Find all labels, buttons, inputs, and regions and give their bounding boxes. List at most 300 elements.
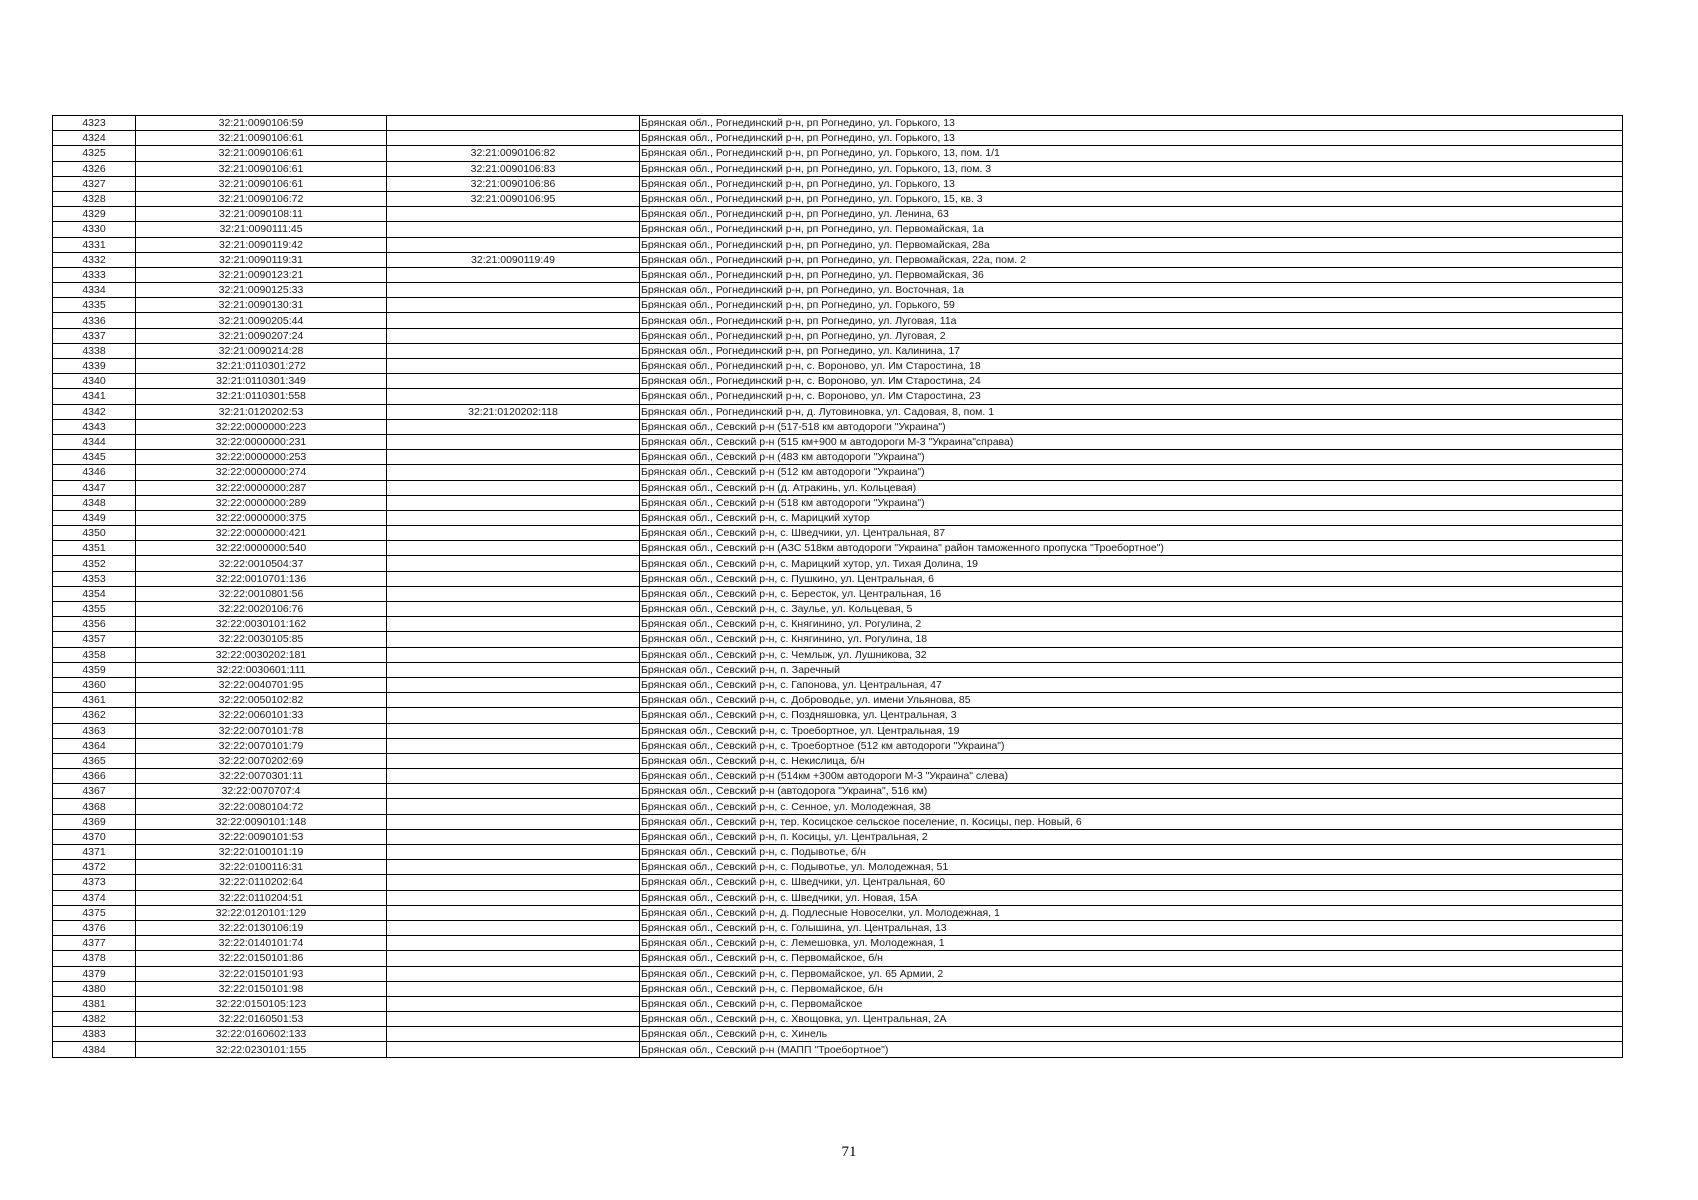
row-number-cell: 4333: [53, 267, 136, 282]
table-row: [53, 116, 1623, 131]
cadastral-number-cell: 32:21:0120202:53: [136, 404, 387, 419]
cadastral-number-cell: 32:22:0030105:85: [136, 632, 387, 647]
cadastral-number-cell: 32:22:0010701:136: [136, 571, 387, 586]
table-row: [53, 298, 1623, 313]
row-number-cell: 4347: [53, 480, 136, 495]
cadastral-number-cell: 32:21:0090214:28: [136, 343, 387, 358]
table-row: [53, 662, 1623, 677]
table-row: [53, 526, 1623, 541]
related-cadastral-number-cell: [387, 632, 640, 647]
cadastral-number-cell: 32:22:0070301:11: [136, 769, 387, 784]
address-cell: Брянская обл., Рогнединский р-н, рп Рогнедино, ул. Луговая, 11а: [640, 313, 1623, 328]
cadastral-number-cell: 32:21:0110301:272: [136, 359, 387, 374]
address-cell: Брянская обл., Севский р-н (514км +300м автодороги М-3 "Украина" слева): [640, 769, 1623, 784]
row-number-cell: 4364: [53, 738, 136, 753]
row-number-cell: 4332: [53, 252, 136, 267]
address-cell: Брянская обл., Рогнединский р-н, д. Лутовиновка, ул. Садовая, 8, пом. 1: [640, 404, 1623, 419]
cadastral-number-cell: 32:22:0090101:148: [136, 814, 387, 829]
table-row: [53, 237, 1623, 252]
related-cadastral-number-cell: [387, 693, 640, 708]
row-number-cell: 4380: [53, 981, 136, 996]
table-row: [53, 541, 1623, 556]
table-row: [53, 571, 1623, 586]
cadastral-number-cell: 32:22:0000000:289: [136, 495, 387, 510]
cadastral-number-cell: 32:22:0160501:53: [136, 1012, 387, 1027]
table-row: [53, 845, 1623, 860]
cadastral-number-cell: 32:22:0010504:37: [136, 556, 387, 571]
table-row: [53, 207, 1623, 222]
address-cell: Брянская обл., Севский р-н, с. Марицкий хутор: [640, 510, 1623, 525]
row-number-cell: 4375: [53, 905, 136, 920]
row-number-cell: 4363: [53, 723, 136, 738]
table-row: [53, 951, 1623, 966]
cadastral-number-cell: 32:22:0110204:51: [136, 890, 387, 905]
related-cadastral-number-cell: [387, 723, 640, 738]
related-cadastral-number-cell: [387, 617, 640, 632]
cadastral-number-cell: 32:22:0070707:4: [136, 784, 387, 799]
table-row: [53, 677, 1623, 692]
row-number-cell: 4356: [53, 617, 136, 632]
address-cell: Брянская обл., Севский р-н, с. Первомайское, б/н: [640, 951, 1623, 966]
table-row: [53, 905, 1623, 920]
table-row: [53, 890, 1623, 905]
address-cell: Брянская обл., Севский р-н, с. Княгинино, ул. Рогулина, 2: [640, 617, 1623, 632]
related-cadastral-number-cell: [387, 799, 640, 814]
related-cadastral-number-cell: [387, 510, 640, 525]
related-cadastral-number-cell: [387, 556, 640, 571]
cadastral-number-cell: 32:21:0090125:33: [136, 283, 387, 298]
cadastral-number-cell: 32:21:0090111:45: [136, 222, 387, 237]
row-number-cell: 4374: [53, 890, 136, 905]
row-number-cell: 4358: [53, 647, 136, 662]
row-number-cell: 4352: [53, 556, 136, 571]
row-number-cell: 4348: [53, 495, 136, 510]
related-cadastral-number-cell: [387, 845, 640, 860]
row-number-cell: 4324: [53, 131, 136, 146]
table-row: [53, 920, 1623, 935]
address-cell: Брянская обл., Севский р-н, с. Чемлыж, ул. Лушникова, 32: [640, 647, 1623, 662]
address-cell: Брянская обл., Рогнединский р-н, рп Рогнедино, ул. Горького, 13, пом. 1/1: [640, 146, 1623, 161]
table-row: [53, 495, 1623, 510]
row-number-cell: 4343: [53, 419, 136, 434]
address-cell: Брянская обл., Севский р-н, с. Первомайское, б/н: [640, 981, 1623, 996]
related-cadastral-number-cell: [387, 708, 640, 723]
registry-table-body: [53, 116, 1623, 1058]
cadastral-number-cell: 32:22:0060101:33: [136, 708, 387, 723]
row-number-cell: 4339: [53, 359, 136, 374]
table-row: [53, 981, 1623, 996]
row-number-cell: 4335: [53, 298, 136, 313]
address-cell: Брянская обл., Рогнединский р-н, с. Вороново, ул. Им Старостина, 23: [640, 389, 1623, 404]
table-row: [53, 829, 1623, 844]
address-cell: Брянская обл., Рогнединский р-н, рп Рогнедино, ул. Горького, 13, пом. 3: [640, 161, 1623, 176]
row-number-cell: 4371: [53, 845, 136, 860]
row-number-cell: 4328: [53, 191, 136, 206]
related-cadastral-number-cell: [387, 237, 640, 252]
address-cell: Брянская обл., Севский р-н (д. Атракинь, ул. Кольцевая): [640, 480, 1623, 495]
row-number-cell: 4379: [53, 966, 136, 981]
cadastral-number-cell: 32:21:0090106:61: [136, 176, 387, 191]
address-cell: Брянская обл., Рогнединский р-н, рп Рогнедино, ул. Горького, 15, кв. 3: [640, 191, 1623, 206]
table-row: [53, 966, 1623, 981]
table-row: [53, 784, 1623, 799]
row-number-cell: 4361: [53, 693, 136, 708]
address-cell: Брянская обл., Рогнединский р-н, рп Рогнедино, ул. Луговая, 2: [640, 328, 1623, 343]
row-number-cell: 4345: [53, 450, 136, 465]
cadastral-number-cell: 32:21:0090119:31: [136, 252, 387, 267]
related-cadastral-number-cell: [387, 662, 640, 677]
address-cell: Брянская обл., Севский р-н (483 км автодороги "Украина"): [640, 450, 1623, 465]
row-number-cell: 4327: [53, 176, 136, 191]
related-cadastral-number-cell: [387, 1042, 640, 1057]
table-row: [53, 708, 1623, 723]
related-cadastral-number-cell: [387, 343, 640, 358]
address-cell: Брянская обл., Севский р-н (512 км автодороги "Украина"): [640, 465, 1623, 480]
related-cadastral-number-cell: [387, 602, 640, 617]
table-row: [53, 389, 1623, 404]
address-cell: Брянская обл., Севский р-н (МАПП "Троебортное"): [640, 1042, 1623, 1057]
row-number-cell: 4382: [53, 1012, 136, 1027]
address-cell: Брянская обл., Севский р-н, с. Лемешовка, ул. Молодежная, 1: [640, 936, 1623, 951]
row-number-cell: 4350: [53, 526, 136, 541]
row-number-cell: 4383: [53, 1027, 136, 1042]
cadastral-number-cell: 32:21:0090106:61: [136, 146, 387, 161]
related-cadastral-number-cell: [387, 1027, 640, 1042]
address-cell: Брянская обл., Севский р-н, с. Хинель: [640, 1027, 1623, 1042]
row-number-cell: 4362: [53, 708, 136, 723]
address-cell: Брянская обл., Севский р-н, с. Шведчики, ул. Центральная, 87: [640, 526, 1623, 541]
row-number-cell: 4370: [53, 829, 136, 844]
row-number-cell: 4372: [53, 860, 136, 875]
address-cell: Брянская обл., Рогнединский р-н, рп Рогнедино, ул. Восточная, 1а: [640, 283, 1623, 298]
address-cell: Брянская обл., Севский р-н, с. Шведчики, ул. Центральная, 60: [640, 875, 1623, 890]
cadastral-number-cell: 32:21:0110301:558: [136, 389, 387, 404]
cadastral-number-cell: 32:21:0090106:61: [136, 161, 387, 176]
address-cell: Брянская обл., Рогнединский р-н, рп Рогнедино, ул. Горького, 13: [640, 131, 1623, 146]
related-cadastral-number-cell: [387, 465, 640, 480]
table-row: [53, 480, 1623, 495]
cadastral-number-cell: 32:22:0000000:540: [136, 541, 387, 556]
row-number-cell: 4338: [53, 343, 136, 358]
row-number-cell: 4329: [53, 207, 136, 222]
related-cadastral-number-cell: [387, 814, 640, 829]
address-cell: Брянская обл., Рогнединский р-н, рп Рогнедино, ул. Первомайская, 28а: [640, 237, 1623, 252]
row-number-cell: 4326: [53, 161, 136, 176]
related-cadastral-number-cell: 32:21:0090119:49: [387, 252, 640, 267]
cadastral-number-cell: 32:22:0160602:133: [136, 1027, 387, 1042]
page-number: 71: [841, 1144, 857, 1160]
cadastral-number-cell: 32:21:0090106:72: [136, 191, 387, 206]
row-number-cell: 4354: [53, 586, 136, 601]
related-cadastral-number-cell: [387, 374, 640, 389]
cadastral-number-cell: 32:21:0090205:44: [136, 313, 387, 328]
row-number-cell: 4334: [53, 283, 136, 298]
cadastral-number-cell: 32:22:0230101:155: [136, 1042, 387, 1057]
row-number-cell: 4355: [53, 602, 136, 617]
related-cadastral-number-cell: [387, 981, 640, 996]
address-cell: Брянская обл., Рогнединский р-н, рп Рогнедино, ул. Калинина, 17: [640, 343, 1623, 358]
table-row: [53, 936, 1623, 951]
table-row: [53, 252, 1623, 267]
table-row: [53, 693, 1623, 708]
address-cell: Брянская обл., Севский р-н, с. Хвощовка, ул. Центральная, 2А: [640, 1012, 1623, 1027]
address-cell: Брянская обл., Севский р-н, с. Гапонова, ул. Центральная, 47: [640, 677, 1623, 692]
address-cell: Брянская обл., Севский р-н (автодорога "Украина", 516 км): [640, 784, 1623, 799]
related-cadastral-number-cell: [387, 116, 640, 131]
row-number-cell: 4360: [53, 677, 136, 692]
table-row: [53, 359, 1623, 374]
address-cell: Брянская обл., Севский р-н (АЗС 518км автодороги "Украина" район таможенного пропуска "Троебортное"): [640, 541, 1623, 556]
related-cadastral-number-cell: [387, 359, 640, 374]
cadastral-number-cell: 32:22:0000000:223: [136, 419, 387, 434]
related-cadastral-number-cell: [387, 936, 640, 951]
address-cell: Брянская обл., Севский р-н, с. Заулье, ул. Кольцевая, 5: [640, 602, 1623, 617]
related-cadastral-number-cell: [387, 207, 640, 222]
cadastral-number-cell: 32:22:0070101:79: [136, 738, 387, 753]
cadastral-number-cell: 32:22:0130106:19: [136, 920, 387, 935]
table-row: [53, 465, 1623, 480]
registry-table: [52, 115, 1623, 1058]
cadastral-number-cell: 32:22:0030202:181: [136, 647, 387, 662]
cadastral-number-cell: 32:22:0010801:56: [136, 586, 387, 601]
address-cell: Брянская обл., Севский р-н, с. Некислица, б/н: [640, 753, 1623, 768]
row-number-cell: 4359: [53, 662, 136, 677]
address-cell: Брянская обл., Севский р-н (518 км автодороги "Украина"): [640, 495, 1623, 510]
related-cadastral-number-cell: 32:21:0090106:95: [387, 191, 640, 206]
related-cadastral-number-cell: [387, 890, 640, 905]
table-row: [53, 586, 1623, 601]
related-cadastral-number-cell: [387, 313, 640, 328]
related-cadastral-number-cell: [387, 283, 640, 298]
address-cell: Брянская обл., Севский р-н (515 км+900 м автодороги М-3 "Украина"справа): [640, 434, 1623, 449]
address-cell: Брянская обл., Севский р-н, с. Марицкий хутор, ул. Тихая Долина, 19: [640, 556, 1623, 571]
address-cell: Брянская обл., Рогнединский р-н, с. Вороново, ул. Им Старостина, 24: [640, 374, 1623, 389]
cadastral-number-cell: 32:21:0090207:24: [136, 328, 387, 343]
cadastral-number-cell: 32:22:0030101:162: [136, 617, 387, 632]
row-number-cell: 4368: [53, 799, 136, 814]
table-row: [53, 283, 1623, 298]
table-row: [53, 450, 1623, 465]
cadastral-number-cell: 32:22:0000000:231: [136, 434, 387, 449]
row-number-cell: 4384: [53, 1042, 136, 1057]
table-row: [53, 146, 1623, 161]
address-cell: Брянская обл., Севский р-н, с. Подывотье, ул. Молодежная, 51: [640, 860, 1623, 875]
table-row: [53, 191, 1623, 206]
table-row: [53, 161, 1623, 176]
related-cadastral-number-cell: [387, 829, 640, 844]
cadastral-number-cell: 32:22:0070101:78: [136, 723, 387, 738]
row-number-cell: 4369: [53, 814, 136, 829]
related-cadastral-number-cell: [387, 571, 640, 586]
related-cadastral-number-cell: 32:21:0120202:118: [387, 404, 640, 419]
row-number-cell: 4337: [53, 328, 136, 343]
table-row: [53, 222, 1623, 237]
cadastral-number-cell: 32:21:0090123:21: [136, 267, 387, 282]
table-row: [53, 434, 1623, 449]
row-number-cell: 4342: [53, 404, 136, 419]
address-cell: Брянская обл., Рогнединский р-н, рп Рогнедино, ул. Ленина, 63: [640, 207, 1623, 222]
row-number-cell: 4378: [53, 951, 136, 966]
cadastral-number-cell: 32:21:0110301:349: [136, 374, 387, 389]
related-cadastral-number-cell: [387, 586, 640, 601]
row-number-cell: 4331: [53, 237, 136, 252]
address-cell: Брянская обл., Севский р-н, п. Косицы, ул. Центральная, 2: [640, 829, 1623, 844]
table-row: [53, 328, 1623, 343]
address-cell: Брянская обл., Севский р-н, д. Подлесные Новоселки, ул. Молодежная, 1: [640, 905, 1623, 920]
related-cadastral-number-cell: [387, 450, 640, 465]
related-cadastral-number-cell: [387, 951, 640, 966]
row-number-cell: 4325: [53, 146, 136, 161]
related-cadastral-number-cell: [387, 389, 640, 404]
related-cadastral-number-cell: [387, 298, 640, 313]
table-row: [53, 602, 1623, 617]
table-row: [53, 647, 1623, 662]
cadastral-number-cell: 32:22:0040701:95: [136, 677, 387, 692]
related-cadastral-number-cell: 32:21:0090106:86: [387, 176, 640, 191]
row-number-cell: 4365: [53, 753, 136, 768]
cadastral-number-cell: 32:22:0120101:129: [136, 905, 387, 920]
address-cell: Брянская обл., Севский р-н (517-518 км автодороги "Украина"): [640, 419, 1623, 434]
table-row: [53, 510, 1623, 525]
table-row: [53, 343, 1623, 358]
related-cadastral-number-cell: [387, 526, 640, 541]
table-row: [53, 1042, 1623, 1057]
address-cell: Брянская обл., Севский р-н, с. Пушкино, ул. Центральная, 6: [640, 571, 1623, 586]
row-number-cell: 4344: [53, 434, 136, 449]
related-cadastral-number-cell: [387, 1012, 640, 1027]
table-row: [53, 404, 1623, 419]
row-number-cell: 4341: [53, 389, 136, 404]
related-cadastral-number-cell: [387, 860, 640, 875]
table-row: [53, 617, 1623, 632]
table-row: [53, 860, 1623, 875]
table-row: [53, 419, 1623, 434]
related-cadastral-number-cell: [387, 267, 640, 282]
cadastral-number-cell: 32:22:0110202:64: [136, 875, 387, 890]
cadastral-number-cell: 32:22:0000000:253: [136, 450, 387, 465]
address-cell: Брянская обл., Севский р-н, с. Первомайское, ул. 65 Армии, 2: [640, 966, 1623, 981]
cadastral-number-cell: 32:22:0020106:76: [136, 602, 387, 617]
address-cell: Брянская обл., Рогнединский р-н, рп Рогнедино, ул. Горького, 13: [640, 176, 1623, 191]
address-cell: Брянская обл., Севский р-н, с. Поздняшовка, ул. Центральная, 3: [640, 708, 1623, 723]
cadastral-number-cell: 32:22:0150101:93: [136, 966, 387, 981]
cadastral-number-cell: 32:22:0050102:82: [136, 693, 387, 708]
address-cell: Брянская обл., Севский р-н, с. Первомайское: [640, 996, 1623, 1011]
address-cell: Брянская обл., Севский р-н, тер. Косицское сельское поселение, п. Косицы, пер. Новый, 6: [640, 814, 1623, 829]
table-row: [53, 875, 1623, 890]
row-number-cell: 4351: [53, 541, 136, 556]
row-number-cell: 4340: [53, 374, 136, 389]
related-cadastral-number-cell: [387, 495, 640, 510]
cadastral-number-cell: 32:22:0030601:111: [136, 662, 387, 677]
related-cadastral-number-cell: [387, 480, 640, 495]
table-row: [53, 738, 1623, 753]
table-row: [53, 131, 1623, 146]
address-cell: Брянская обл., Севский р-н, с. Троебортное, ул. Центральная, 19: [640, 723, 1623, 738]
cadastral-number-cell: 32:22:0090101:53: [136, 829, 387, 844]
row-number-cell: 4323: [53, 116, 136, 131]
table-row: [53, 799, 1623, 814]
related-cadastral-number-cell: [387, 875, 640, 890]
cadastral-number-cell: 32:22:0150101:98: [136, 981, 387, 996]
address-cell: Брянская обл., Севский р-н, с. Шведчики, ул. Новая, 15А: [640, 890, 1623, 905]
related-cadastral-number-cell: [387, 677, 640, 692]
table-row: [53, 814, 1623, 829]
related-cadastral-number-cell: [387, 131, 640, 146]
cadastral-number-cell: 32:22:0000000:421: [136, 526, 387, 541]
related-cadastral-number-cell: [387, 434, 640, 449]
address-cell: Брянская обл., Рогнединский р-н, рп Рогнедино, ул. Первомайская, 1а: [640, 222, 1623, 237]
related-cadastral-number-cell: [387, 996, 640, 1011]
row-number-cell: 4373: [53, 875, 136, 890]
address-cell: Брянская обл., Севский р-н, с. Сенное, ул. Молодежная, 38: [640, 799, 1623, 814]
address-cell: Брянская обл., Рогнединский р-н, рп Рогнедино, ул. Первомайская, 36: [640, 267, 1623, 282]
cadastral-number-cell: 32:21:0090106:59: [136, 116, 387, 131]
address-cell: Брянская обл., Севский р-н, с. Княгинино, ул. Рогулина, 18: [640, 632, 1623, 647]
address-cell: Брянская обл., Рогнединский р-н, рп Рогнедино, ул. Первомайская, 22а, пом. 2: [640, 252, 1623, 267]
table-row: [53, 176, 1623, 191]
address-cell: Брянская обл., Рогнединский р-н, рп Рогнедино, ул. Горького, 13: [640, 116, 1623, 131]
address-cell: Брянская обл., Севский р-н, п. Заречный: [640, 662, 1623, 677]
cadastral-number-cell: 32:22:0000000:287: [136, 480, 387, 495]
related-cadastral-number-cell: [387, 905, 640, 920]
row-number-cell: 4376: [53, 920, 136, 935]
cadastral-number-cell: 32:22:0070202:69: [136, 753, 387, 768]
cadastral-number-cell: 32:22:0000000:375: [136, 510, 387, 525]
cadastral-number-cell: 32:22:0080104:72: [136, 799, 387, 814]
cadastral-number-cell: 32:21:0090119:42: [136, 237, 387, 252]
row-number-cell: 4357: [53, 632, 136, 647]
address-cell: Брянская обл., Севский р-н, с. Голышина, ул. Центральная, 13: [640, 920, 1623, 935]
table-row: [53, 374, 1623, 389]
address-cell: Брянская обл., Севский р-н, с. Троебортное (512 км автодороги "Украина"): [640, 738, 1623, 753]
cadastral-number-cell: 32:22:0150105:123: [136, 996, 387, 1011]
row-number-cell: 4353: [53, 571, 136, 586]
related-cadastral-number-cell: [387, 541, 640, 556]
address-cell: Брянская обл., Севский р-н, с. Доброводье, ул. имени Ульянова, 85: [640, 693, 1623, 708]
address-cell: Брянская обл., Рогнединский р-н, рп Рогнедино, ул. Горького, 59: [640, 298, 1623, 313]
table-row: [53, 556, 1623, 571]
row-number-cell: 4330: [53, 222, 136, 237]
related-cadastral-number-cell: [387, 328, 640, 343]
related-cadastral-number-cell: [387, 920, 640, 935]
related-cadastral-number-cell: [387, 738, 640, 753]
related-cadastral-number-cell: [387, 222, 640, 237]
row-number-cell: 4336: [53, 313, 136, 328]
row-number-cell: 4367: [53, 784, 136, 799]
related-cadastral-number-cell: [387, 784, 640, 799]
row-number-cell: 4349: [53, 510, 136, 525]
cadastral-number-cell: 32:21:0090108:11: [136, 207, 387, 222]
related-cadastral-number-cell: 32:21:0090106:83: [387, 161, 640, 176]
related-cadastral-number-cell: [387, 753, 640, 768]
cadastral-number-cell: 32:22:0140101:74: [136, 936, 387, 951]
related-cadastral-number-cell: [387, 769, 640, 784]
row-number-cell: 4366: [53, 769, 136, 784]
cadastral-number-cell: 32:22:0100116:31: [136, 860, 387, 875]
table-row: [53, 313, 1623, 328]
cadastral-number-cell: 32:22:0000000:274: [136, 465, 387, 480]
related-cadastral-number-cell: [387, 419, 640, 434]
table-row: [53, 1027, 1623, 1042]
related-cadastral-number-cell: [387, 966, 640, 981]
table-row: [53, 267, 1623, 282]
address-cell: Брянская обл., Севский р-н, с. Подывотье, б/н: [640, 845, 1623, 860]
cadastral-number-cell: 32:22:0150101:86: [136, 951, 387, 966]
related-cadastral-number-cell: 32:21:0090106:82: [387, 146, 640, 161]
address-cell: Брянская обл., Севский р-н, с. Бересток, ул. Центральная, 16: [640, 586, 1623, 601]
related-cadastral-number-cell: [387, 647, 640, 662]
